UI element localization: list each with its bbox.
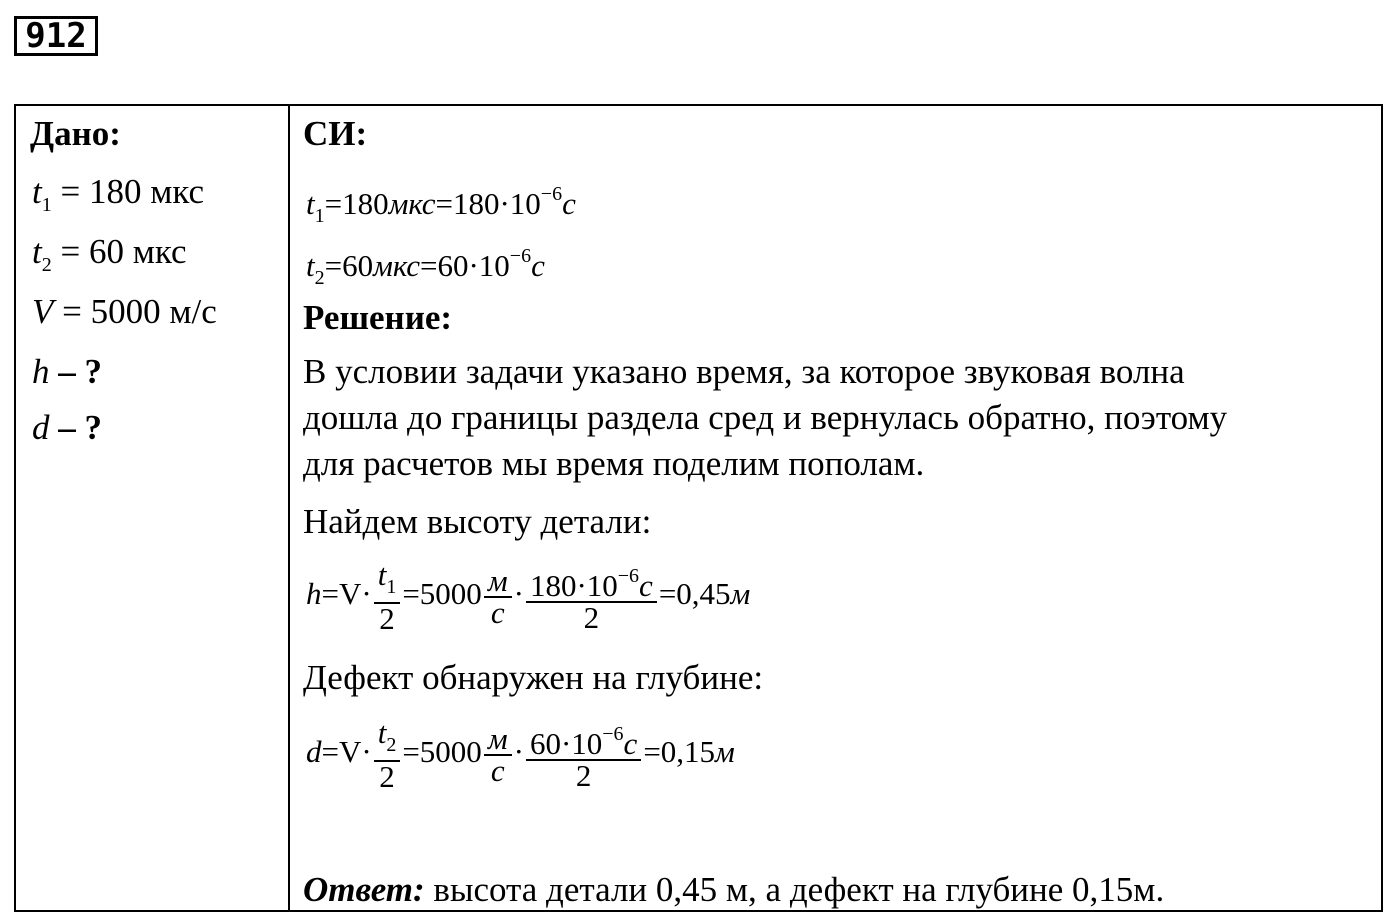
answer-line xyxy=(303,870,1164,910)
si-header: СИ: xyxy=(303,114,368,153)
fraction-t1-over-2: $\frac{t_1}{2}$ xyxy=(374,560,401,634)
fraction-unit-m-per-s: $\frac{м}{c}$ xyxy=(484,566,512,628)
fraction-unit-m-per-s-2: $\frac{м}{c}$ xyxy=(484,724,512,786)
fraction-time-over-2: $\frac{180\cdot 10^{-6}c}{2}$ xyxy=(526,561,657,633)
problem-number: 912 xyxy=(14,16,98,56)
column-divider xyxy=(288,106,290,910)
find-height-text: Найдем высоту детали: xyxy=(303,502,652,541)
solution-header: Решение: xyxy=(303,298,453,337)
given-velocity: V = 5000 м/с xyxy=(32,292,217,331)
given-t1: $t_1 = 180$ мкс xyxy=(32,172,205,216)
fraction-time2-over-2: $\frac{60\cdot 10^{-6}c}{2}$ xyxy=(526,719,641,791)
given-h-unknown: h – ? xyxy=(32,352,102,391)
defect-text: Дефект обнаружен на глубине: xyxy=(303,658,764,697)
formula-depth: d=V· $\frac{t_2}{2}$ =5000 $\frac{м}{c}$ · $\frac{60\cdot 10^{-6}c}{2}$ =0,15м xyxy=(306,715,735,794)
answer-label: Ответ: xyxy=(303,870,425,909)
fraction-t2-over-2: $\frac{t_2}{2}$ xyxy=(374,718,401,792)
formula-height: h=V· $\frac{t_1}{2}$ =5000 $\frac{м}{c}$ · $\frac{180\cdot 10^{-6}c}{2}$ =0,45м xyxy=(306,557,751,636)
si-line-2: $t_2=60мкс=60\cdot 10^{-6}c$ xyxy=(306,245,545,289)
si-line-1: $t_1=180мкс=180\cdot 10^{-6}c$ xyxy=(306,183,576,227)
solution-paragraph-line-1: В условии задачи указано время, за которое звуковая волна xyxy=(303,352,1185,391)
solution-paragraph-line-2: дошла до границы раздела сред и вернулась обратно, поэтому xyxy=(303,398,1228,437)
given-d-unknown: d – ? xyxy=(32,408,102,447)
given-header: Дано: xyxy=(30,114,121,153)
solution-table xyxy=(14,104,1383,912)
answer-text: высота детали 0,45 м, а дефект на глубине 0,15м. xyxy=(424,870,1165,909)
given-t2: $t_2 = 60$ мкс xyxy=(32,232,187,276)
solution-paragraph-line-3: для расчетов мы время поделим пополам. xyxy=(303,444,925,483)
